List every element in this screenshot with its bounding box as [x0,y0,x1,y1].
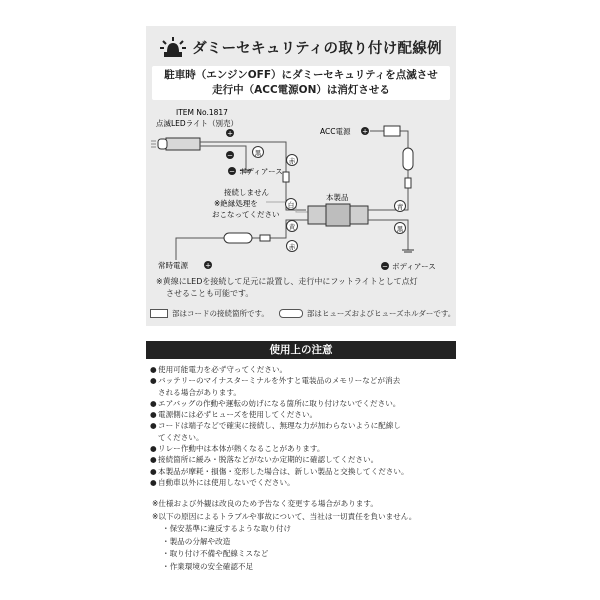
item-number: ITEM No.1817 [176,108,228,117]
caution-item: ● コードは端子などで確実に接続し、無理な力が加わらないように配線し てください。 [150,421,401,442]
connector [405,178,411,188]
notice-line: ※黄線にLEDを接続して足元に設置し、走行中にフットライトとして点灯 [156,277,418,286]
wire-label-white: 白 [287,201,295,209]
legend [150,306,456,320]
minus-sign: − [227,151,233,160]
caution-item: ● 本製品が摩耗・損傷・変形した場合は、新しい製品と交換してください。 [150,466,409,476]
note-item: ・保安基準に違反するような取り付け [162,524,292,533]
product-relay [326,204,350,226]
wire-label-black: 黒 [254,149,262,157]
caution-item: ● バッテリーのマイナスターミナルを外すと電装品のメモリーなどが消去 される場合があります。 [150,376,401,397]
caution-item: ● 電源側には必ずヒューズを使用してください。 [150,410,318,420]
section-header: 使用上の注意 [146,341,456,359]
connector [260,235,270,241]
not-connected-label: 接続しません [224,188,269,197]
disclaimer-notes [152,498,452,573]
wire-acc [368,131,408,210]
legend-connection-text: 部はコードの接続箇所です。 [172,308,269,318]
note-item: ・製品の分解や改造 [162,536,231,546]
insulate-line-1: ※絶縁処理を [214,199,258,208]
legend-fuse-text: 部はヒューズおよびヒューズホルダーです。 [306,308,456,318]
title-text: ダミーセキュリティの取り付け配線例 [192,40,442,57]
body-earth-label: ボディアース [239,167,283,176]
note-item: ・取り付け不備や配線ミスなど [162,549,269,558]
footlight-notice [156,276,446,300]
plus-sign: + [227,129,233,138]
acc-power-label: ACC電源 [320,127,351,136]
subtitle-line: 走行中（ACC電源ON）は消灯させる [212,84,390,96]
caution-item: ● エアバッグの作動や運転の妨げになる箇所に取り付けないでください。 [150,398,401,408]
wire-label-black: 黒 [396,225,404,233]
constant-power-label: 常時電源 [158,261,188,270]
wire-label-red: 赤 [288,157,296,165]
note-line: ※以下の原因によるトラブルや事故について、当社は一切責任を負いません。 [152,511,417,521]
wire-label-blue: 青 [396,203,404,211]
warning-light-icon [160,36,186,58]
caution-item: ● リレー作動中は本体が熱くなることがあります。 [150,444,325,454]
note-item: ・作業環境の安全確認不足 [162,561,254,571]
insulate-line-2: おこなってください [212,210,280,219]
wire-label-yellow: 黄 [288,223,296,231]
fuse-holder-constant [224,233,252,243]
plus-sign: + [362,127,368,136]
wire-yellow [246,220,308,238]
product-label: 本製品 [326,193,349,202]
body-earth-label: ボディアース [392,262,436,271]
caution-item: ● 接続箇所に緩み・脱落などがないか定期的に確認してください。 [150,455,379,465]
caution-item: ● 自動車以外には使用しないでください。 [150,477,295,487]
connector [384,126,400,136]
minus-sign: − [382,262,388,271]
connector [283,172,289,182]
page-title [146,30,456,64]
connection-legend-icon [150,309,168,318]
fuse-legend-icon [279,309,303,318]
led-label: 点滅LEDライト（別売） [156,119,238,128]
caution-item: ● 使用可能電力を必ず守ってください。 [150,365,288,374]
minus-sign: − [229,167,235,176]
subtitle-line: 駐車時（エンジンOFF）にダミーセキュリティを点滅させ [164,69,438,81]
led-light [151,138,200,150]
note-line: ※仕様および外観は改良のため予告なく変更する場合があります。 [152,499,378,508]
wire-label-red: 赤 [288,243,296,251]
subtitle-box [152,66,450,100]
notice-line: させることも可能です。 [166,289,254,298]
fuse-holder-acc [403,148,413,170]
plus-sign: + [205,261,211,270]
caution-list [150,364,456,488]
